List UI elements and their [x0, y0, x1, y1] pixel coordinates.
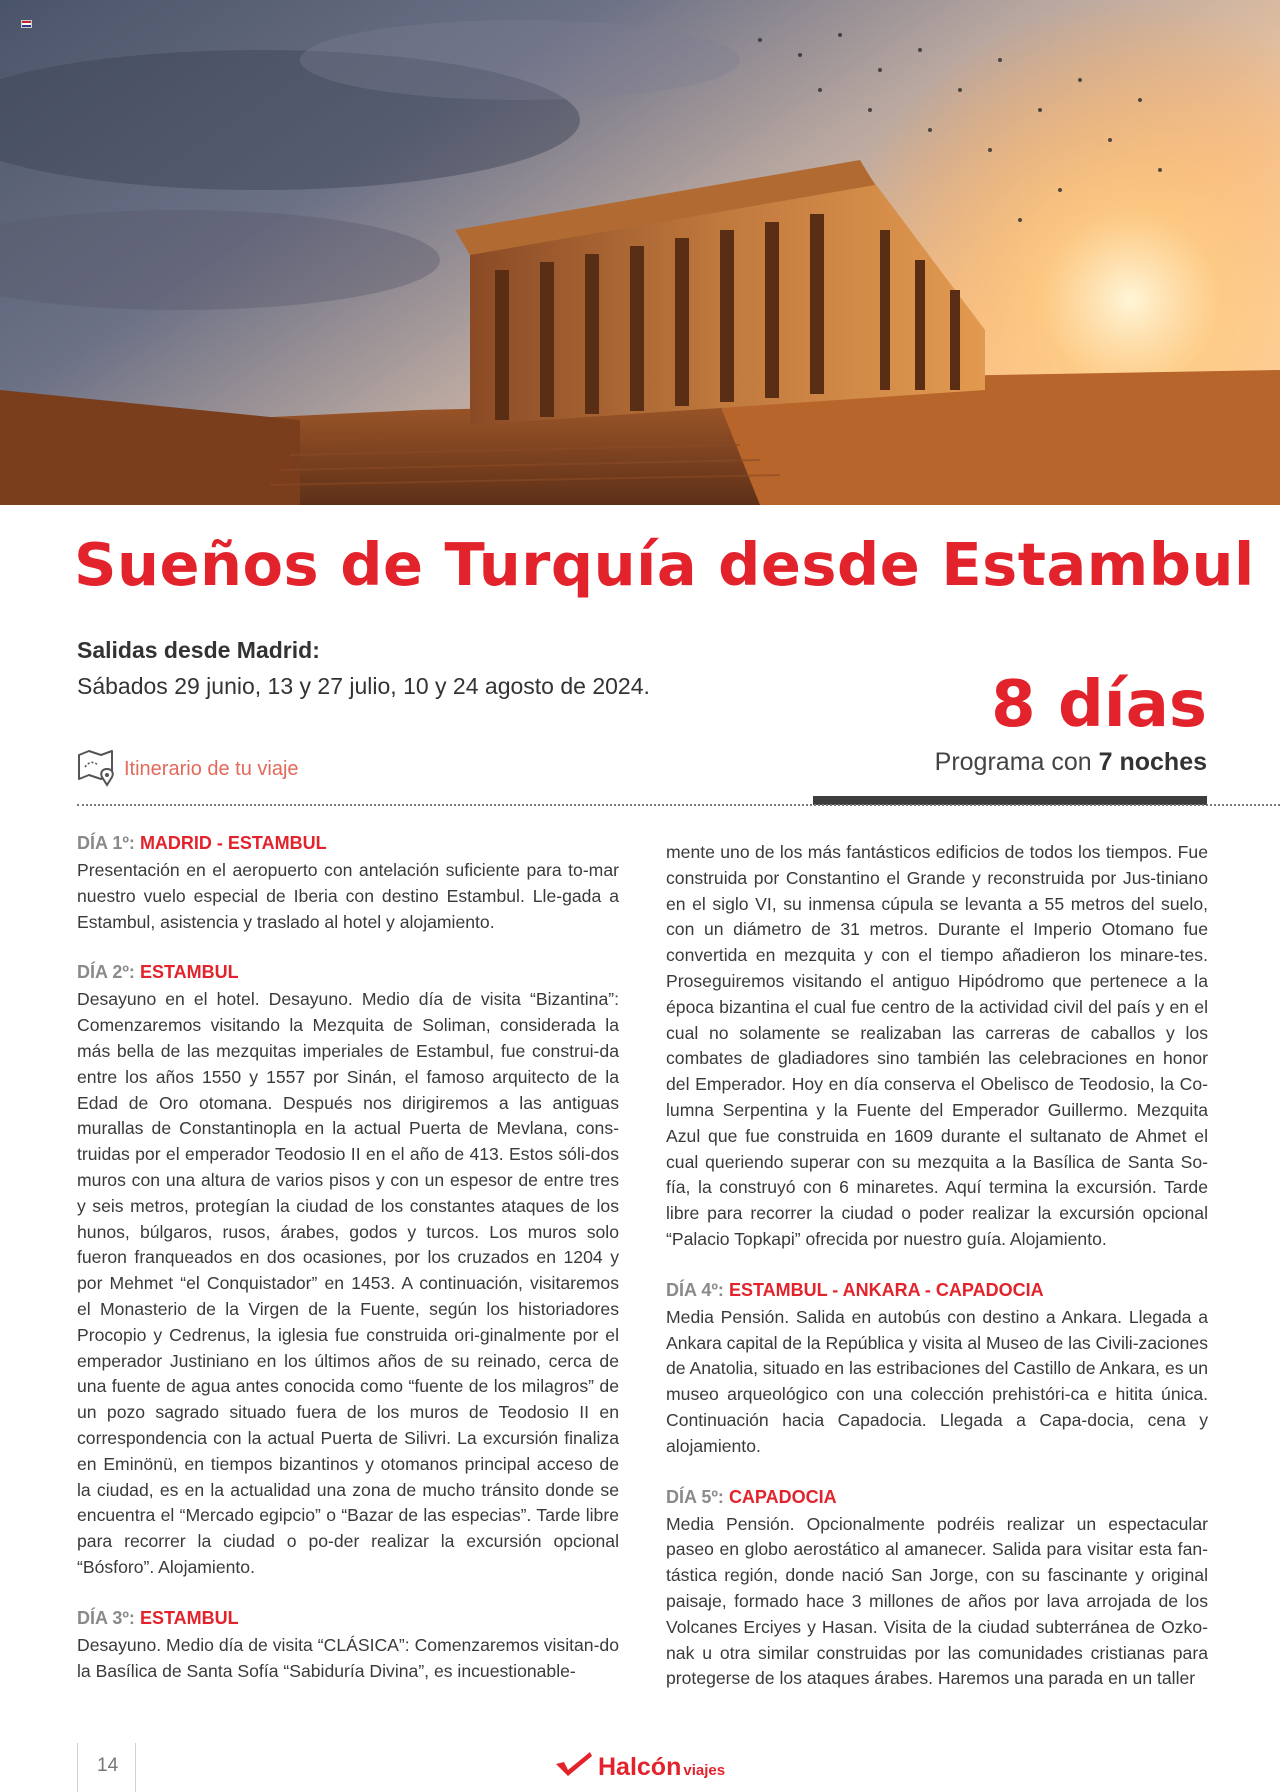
day-number: DÍA 3º:	[77, 1607, 135, 1628]
footer-divider	[77, 1743, 78, 1792]
footer-divider	[135, 1743, 136, 1792]
day-text: Desayuno. Medio día de visita “CLÁSICA”: Comenzaremos visitan-do la Basílica de Santa Sofía “Sabiduría Divina”, es incuestionable-	[77, 1634, 619, 1681]
day-text-continuation: mente uno de los más fantásticos edificios de todos los tiempos. Fue construida por Constantino el Grande y reconstruida por Jus-tiniano en el siglo VI, su inmensa cúpula se levanta a 55 metros del suelo, con un diámetro de 31 metros. Durante el Imperio Otomano fue convertida en mezquita y con el tiempo añadieron los minare-tes. Proseguiremos visitando el antiguo Hipódromo que pertenece a la época bizantina el cual fue centro de la actividad civil del país y en el cual no solamente se realizaban las carreras de caballos y los combates de gladiadores sino también las celebraciones en honor del Emperador. Hoy en día conserva el Obelisco de Teodosio, la Co-lumna Serpentina y la Fuente del Emperador Guillermo. Mezquita Azul que fue construida en 1609 durante el sultanato de Ahmet el cual queriendo superar con su mezquita a la Basílica de Santa So-fía, la construyó con 6 minaretes. Aquí termina la excursión. Tarde libre para recorrer la ciudad o poder realizar la excursión opcional “Palacio Topkapi” ofrecida por nuestro guía. Alojamiento.	[666, 842, 1208, 1249]
day-place: ESTAMBUL - ANKARA - CAPADOCIA	[728, 1279, 1044, 1300]
day-number: DÍA 2º:	[77, 962, 135, 983]
itinerary-label: Itinerario de tu viaje	[124, 757, 299, 780]
map-pin-icon	[76, 747, 118, 792]
day-heading	[666, 1484, 1208, 1510]
day-block	[77, 1605, 619, 1685]
dotted-divider	[77, 804, 1280, 806]
page-title: Sueños de Turquía desde Estambul	[74, 530, 1255, 599]
hero-photo	[0, 0, 1280, 505]
day-text: Desayuno en el hotel. Desayuno. Medio día de visita “Bizantina”: Comenzaremos visitando la Mezquita de Soliman, considerada la más bella de las mezquitas imperiales de Estambul, fue construi-da entre los años 1550 y 1557 por Sinán, el famoso arquitecto de la Edad de Oro otomana. Después nos dirigiremos a las antiguas murallas de Constantinopla en la actual Puerta de Mevlana, cons-truidas por el emperador Teodosio II en el año de 413. Estos sóli-dos muros con una altura de varios pisos y con un espesor de entre tres y seis metros, protegían la ciudad de los constantes ataques de los hunos, búlgaros, rusos, árabes, godos y turcos. Los muros solo fueron franqueados en dos ocasiones, por los cruzados en 1204 y por Mehmet “el Conquistador” en 1453. A continuación, visitaremos el Monasterio de la Virgen de la Fuente, según los historiadores Procopio y Cedrenus, la iglesia fue construida ori-ginalmente por el emperador Justiniano en los últimos años de su reinado, cerca de una fuente de agua antes conocida como “fuente de los milagros” de un pozo sagrado situado fuera de los muros de Teodosio II en correspondencia con la actual Puerta de Silivri. La excursión finaliza en Eminönü, en tiempos bizantinos y otomanos principal acceso de la ciudad, es en la actualidad una zona de mucho tránsito donde se encuentra el “Mercado egipcio” o “Bazar de las especias”. Tarde libre para recorrer la ciudad o po-der realizar la excursión opcional “Bósforo”. Alojamiento.	[77, 989, 619, 1577]
trip-duration: 8 días	[991, 668, 1207, 742]
day-heading	[77, 1605, 619, 1631]
brand-name: Halcón	[598, 1753, 682, 1781]
day-number: DÍA 5º:	[666, 1486, 724, 1507]
day-text: Media Pensión. Salida en autobús con destino a Ankara. Llegada a Ankara capital de la República y visita al Museo de las Civili-zaciones de Anatolia, situado en las estribaciones del Castillo de Ankara, es un museo arqueológico con una colección prehistóri-ca e hitita única. Continuación hacia Capadocia. Llegada a Capa-docia, cena y alojamiento.	[666, 1306, 1208, 1456]
departures-label: Salidas desde Madrid:	[77, 637, 320, 663]
brand-logo	[554, 1750, 725, 1781]
day-block	[77, 830, 619, 935]
day-heading	[77, 959, 619, 985]
day-number: DÍA 1º:	[77, 833, 135, 853]
day-heading	[77, 830, 619, 856]
nights-value: 7 noches	[1098, 748, 1207, 776]
itinerary-right-column	[666, 840, 1208, 1692]
day-block	[77, 959, 619, 1580]
day-place: ESTAMBUL	[139, 1607, 239, 1628]
nights-info	[935, 748, 1207, 777]
itinerary-left-column	[77, 830, 619, 1684]
page-number: 14	[97, 1755, 119, 1776]
nights-prefix: Programa con	[934, 748, 1099, 776]
day-block	[666, 1484, 1208, 1693]
itinerary-heading	[76, 748, 299, 790]
day-heading	[666, 1277, 1208, 1303]
day-text: Media Pensión. Opcionalmente podréis realizar un espectacular paseo en globo aerostático al amanecer. Salida para visitar esta fan-tástica región, donde nació San Jorge, con su fascinante y original paisaje, formado hace 3 millones de años por lava arrojada de los Volcanes Erciyes y Hasan. Visita de la ciudad subterránea de Ozko-nak u otra similar construidas por las comunidades cristianas para protegerse de los ataques árabes. Haremos una parada en un taller	[666, 1513, 1208, 1689]
day-place: MADRID - ESTAMBUL	[139, 833, 327, 853]
brand-sub: viajes	[683, 1762, 726, 1779]
departures-dates: Sábados 29 junio, 13 y 27 julio, 10 y 24 agosto de 2024.	[77, 673, 650, 699]
halcon-logo-icon	[554, 1750, 594, 1781]
day-place: ESTAMBUL	[139, 962, 239, 983]
day-number: DÍA 4º:	[666, 1279, 724, 1300]
mausoleum-illustration	[0, 0, 1280, 505]
day-text: Presentación en el aeropuerto con antelación suficiente para to-mar nuestro vuelo especial de Iberia con destino Estambul. Lle-gada a Estambul, asistencia y traslado al hotel y alojamiento.	[77, 860, 619, 932]
day-block	[666, 1277, 1208, 1460]
day-place: CAPADOCIA	[728, 1486, 837, 1507]
spain-flag-icon	[21, 20, 32, 28]
